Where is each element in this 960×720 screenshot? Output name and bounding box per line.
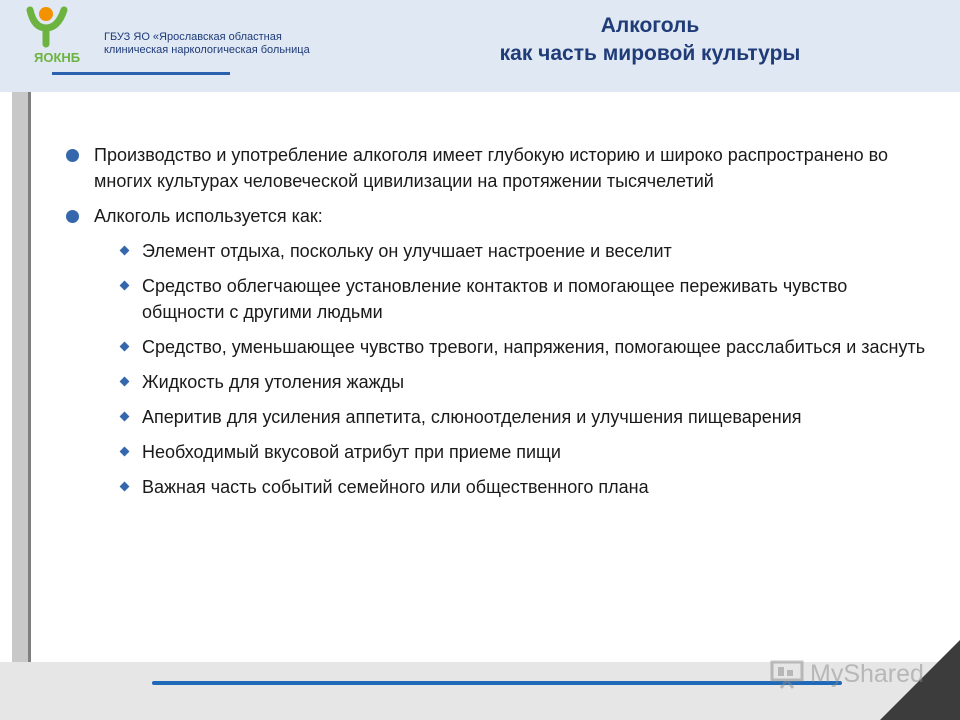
organization-line-1: ГБУЗ ЯО «Ярославская областная bbox=[104, 31, 282, 43]
sub-bullet-text: Жидкость для утоления жажды bbox=[142, 372, 405, 392]
sub-bullet-text: Средство, уменьшающее чувство тревоги, напряжения, помогающее расслабиться и заснуть bbox=[142, 337, 926, 357]
organization-line-2: клиническая наркологическая больница bbox=[104, 44, 310, 56]
diamond-bullet-icon bbox=[120, 246, 130, 256]
sub-bullet-item bbox=[60, 238, 930, 264]
bullet-dot-icon bbox=[66, 210, 79, 223]
diamond-bullet-icon bbox=[120, 281, 130, 291]
sub-bullet-item bbox=[60, 334, 930, 360]
sub-bullet-text: Необходимый вкусовой атрибут при приеме пищи bbox=[142, 442, 561, 462]
sub-bullet-text: Важная часть событий семейного или общественного плана bbox=[142, 477, 649, 497]
sub-bullet-item bbox=[60, 369, 930, 395]
footer-divider bbox=[152, 681, 842, 685]
bullet-text: Алкоголь используется как: bbox=[94, 206, 323, 226]
slide-title-line-1: Алкоголь bbox=[600, 14, 700, 37]
sub-bullet-text: Элемент отдыха, поскольку он улучшает настроение и веселит bbox=[142, 241, 672, 261]
slide-title bbox=[430, 12, 870, 68]
logo bbox=[20, 4, 100, 68]
diamond-bullet-icon bbox=[120, 412, 130, 422]
slide-content bbox=[60, 142, 930, 509]
sub-bullet-text: Аперитив для усиления аппетита, слюноотделения и улучшения пищеварения bbox=[142, 407, 802, 427]
diamond-bullet-icon bbox=[120, 377, 130, 387]
bullet-item bbox=[60, 203, 930, 229]
watermark-text: MyShared bbox=[810, 659, 924, 688]
bullet-dot-icon bbox=[66, 149, 79, 162]
bullet-item bbox=[60, 142, 930, 194]
logo-text: ЯОКНБ bbox=[34, 50, 81, 65]
diamond-bullet-icon bbox=[120, 482, 130, 492]
presentation-icon bbox=[770, 659, 804, 689]
sub-bullet-item bbox=[60, 439, 930, 465]
header-divider bbox=[52, 72, 230, 75]
sub-bullet-text: Средство облегчающее установление контактов и помогающее переживать чувство общности с другими людьми bbox=[142, 276, 848, 322]
diamond-bullet-icon bbox=[120, 447, 130, 457]
left-decor-bar bbox=[12, 92, 28, 664]
slide-title-line-2: как часть мировой культуры bbox=[499, 42, 801, 65]
watermark bbox=[770, 656, 924, 692]
sub-bullet-item bbox=[60, 273, 930, 325]
bullet-text: Производство и употребление алкоголя имеет глубокую историю и широко распространено во многих культурах человеческой цивилизации на протяжении тысячелетий bbox=[94, 145, 889, 191]
sub-bullet-item bbox=[60, 474, 930, 500]
organization-name bbox=[104, 31, 310, 57]
diamond-bullet-icon bbox=[120, 342, 130, 352]
logo-head bbox=[39, 7, 53, 21]
sub-bullet-item bbox=[60, 404, 930, 430]
